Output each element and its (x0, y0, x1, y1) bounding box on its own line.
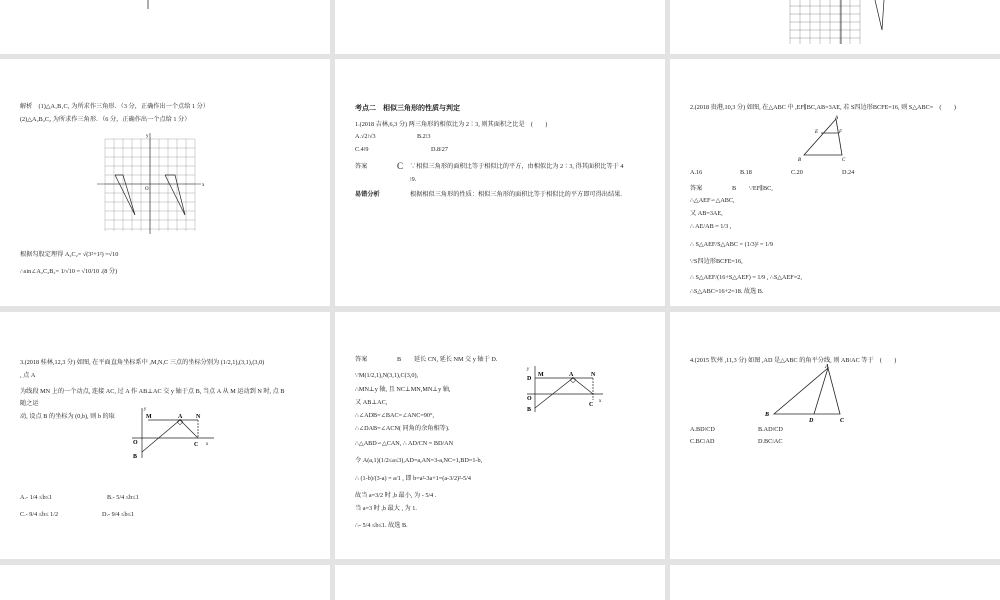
slide-angle-bisector-q4 (670, 312, 1000, 559)
solution-figure (525, 364, 605, 414)
label-y: y (144, 407, 147, 412)
label-x: x (206, 442, 209, 447)
step-7: 令 A(a,1)(1/2≤a≤3),AD=a,AN=3-a,NC=1,BD=1-b, (355, 457, 483, 464)
label-c: C (194, 442, 199, 448)
solution-line-1: 解析 (1)△A₁B₁C₁ 为所求作三角形．（3 分，正确作出一个点给 1 分） (20, 103, 209, 110)
label-n: N (196, 414, 201, 420)
option-a: A.- 1/4 ≤b≤1 (20, 494, 53, 501)
step-4: ∴∠ADB=∠BAC=∠ANC=90°, (355, 412, 435, 419)
score-tail: .(8 分) (100, 268, 118, 275)
slide-solution-grid (0, 59, 330, 306)
option-d: D.BC∶AC (758, 438, 783, 445)
step-1: ∵EF∥BC, (749, 185, 773, 192)
fraction2-denominator: 10 (92, 268, 100, 275)
option-b: B.2∶3 (417, 133, 431, 140)
step-2: ∴△AEF∽△ABC, (690, 197, 735, 204)
coordinate-grid-figure (95, 131, 215, 236)
step-0: 延长 CN, 延长 NM 交 y 轴于 D. (414, 356, 498, 363)
label-a: A (825, 364, 830, 370)
question-3-coords: (1/2,1),(3,1),(3,0) (220, 359, 265, 366)
triangle-figure (796, 115, 856, 163)
slide-coordinate-q3 (0, 312, 330, 559)
sqrt-result: =√10 (105, 251, 119, 258)
axis-x-label: x (202, 183, 205, 188)
axis-y-label: y (146, 134, 149, 139)
step-1: ∵M(1/2,1),N(3,1),C(3,0), (355, 372, 419, 379)
question-3 (20, 359, 264, 367)
label-a: A (178, 414, 183, 420)
label-c: C (840, 418, 845, 422)
equals-sign: = (76, 268, 81, 275)
step-8: ∴S△ABC=16+2=18. 故选 B. (690, 288, 764, 295)
slide-answer-q3 (335, 312, 665, 559)
tip-text: 根据相似三角形的性质：相似三角形的面积比等于相似比的平方即可得出结果. (410, 191, 622, 198)
fraction-numerator: 1 (60, 268, 64, 275)
question-3-body-2: 随之运 (20, 400, 39, 407)
option-c: C.20 (791, 169, 803, 176)
label-x: x (599, 399, 602, 404)
question-3-body: 为线段 MN 上的一个动点, 连接 AC, 过 A 作 AB⊥AC 交 y 轴于点 B, 当点 A 从 M 运动到 N 时, 点 B (20, 388, 285, 395)
tip-label: 易错分析 (355, 191, 380, 198)
pythagoras-text: 根据勾股定理得 A₂C₂= (20, 251, 82, 258)
label-a: A (569, 372, 574, 378)
section-title: 考点二 相似三角形的性质与判定 (355, 104, 460, 112)
option-a: A.16 (690, 169, 703, 176)
step-10: 当 a=3 时 ,b 最大 , 为 1. (355, 505, 417, 512)
step-5: ∴ S△AEF/S△ABC = (1/3)² = 1/9 (690, 241, 773, 248)
slide-top-left (0, 0, 330, 54)
solution-line-2: (2)△A₂B₂C₂ 为所求作三角形．（6 分，正确作出一个点给 1 分） (20, 116, 191, 123)
pythagoras-line (20, 251, 118, 259)
label-b: B (798, 158, 802, 163)
answer-explanation-2: ∶9. (410, 176, 417, 183)
step-3: 又 AB⊥AC, (355, 399, 388, 406)
label-y: y (527, 367, 530, 372)
label-c: C (589, 402, 594, 408)
option-c: C.- 9/4 ≤b≤ 1/2 (20, 511, 59, 518)
label-m: M (538, 372, 544, 378)
question-3-point: , 点 A (20, 372, 36, 379)
option-d: D.8∶27 (431, 146, 448, 153)
label-b: B (527, 407, 532, 413)
label-m: M (146, 414, 152, 420)
slide-bottom-middle (335, 565, 665, 600)
question-4: 4.(2015 钦州 ,11,3 分) 如图 ,AD 是△ABC 的角平分线, 则 AB∶AC 等于 ( ) (690, 357, 897, 364)
label-b: B (765, 412, 770, 418)
label-o: O (527, 396, 532, 402)
step-2: ∴MN⊥y 轴, 且 NC⊥MN,MN⊥y 轴, (355, 386, 451, 393)
fraction-denominator: √10 (65, 268, 75, 275)
answer-explanation: ∵相似三角形的面积比等于相似比的平方，由相似比为 2∶3, 得其面积比等于 4 (410, 163, 624, 170)
answer-letter: B (732, 185, 737, 192)
option-b: B.18 (740, 169, 752, 176)
step-4: ∴ AE/AB = 1/3 , (690, 223, 732, 230)
label-f: F (839, 130, 843, 135)
slide-bottom-right (670, 565, 1000, 600)
answer-letter: C (397, 161, 404, 171)
coordinate-figure (128, 404, 218, 464)
option-c: C.4∶9 (355, 146, 369, 153)
origin-label: O (145, 187, 149, 192)
answer-letter: B (397, 356, 402, 363)
angle-bisector-figure (762, 362, 852, 422)
answer-label: 答案 (690, 185, 703, 192)
step-7: ∴ S△AEF/(16+S△AEF) = 1/9 , ∴S△AEF=2, (690, 274, 802, 281)
answer-label: 答案 (355, 356, 368, 363)
grid-figure-fragment (670, 0, 1000, 54)
step-5: ∴∠DAB=∠ACN( 同角的余角相等). (355, 425, 450, 432)
sine-line: ∴sin∠A₂C₂B₂= 1/√10 = √10/10 .(8 分) (20, 268, 118, 275)
grid-figure-fragment (0, 0, 330, 54)
label-e: E (815, 130, 819, 135)
step-6: ∴△ABD∽△CAN, ∴ AD/CN = BD/AN (355, 440, 454, 447)
step-9: 故当 a=3/2 时 ,b 最小, 为 - 5/4 . (355, 492, 437, 499)
label-b: B (133, 454, 138, 460)
sine-text: ∴sin∠A₂C₂B₂= (20, 268, 60, 275)
step-11: ∴- 5/4 ≤b≤1. 故选 B. (355, 522, 408, 529)
option-a: A.BD∶CD (690, 426, 715, 433)
label-a: A (835, 116, 839, 121)
option-b: B.AD∶CD (758, 426, 783, 433)
label-d: D (527, 376, 532, 382)
slide-top-middle (335, 0, 665, 54)
label-o: O (133, 440, 138, 446)
fraction2-numerator: √10 (81, 268, 92, 275)
slide-bottom-left (0, 565, 330, 600)
slide-triangle-area-q2 (670, 59, 1000, 306)
question-3-body-3: 动, 设点 B 的坐标为 (0,b), 则 b 的取 (20, 413, 115, 420)
question-2: 2.(2018 贵港,10,3 分) 如图, 在△ABC 中 ,EF∥BC,AB=3AE, 若 S四边形BCFE=16, 则 S△ABC= ( ) (690, 104, 956, 111)
label-n: N (591, 372, 596, 378)
option-b: B.- 5/4 ≤b≤1 (107, 494, 139, 501)
slide-top-right (670, 0, 1000, 54)
option-a: A.√2∶√3 (355, 133, 376, 140)
label-d: D (809, 418, 814, 422)
question-3-text: 3.(2018 桂林,12,3 分) 如图, 在平面直角坐标系中 ,M,N,C 三点的坐标分别为 (20, 359, 220, 366)
slide-similar-triangles-q1 (335, 59, 665, 306)
label-c: C (842, 158, 846, 163)
step-6: ∵S四边形BCFE=16, (690, 258, 743, 265)
option-d: D.24 (842, 169, 855, 176)
answer-label: 答案 (355, 163, 368, 170)
question-1: 1.(2018 吉林,6,3 分) 两三角形的相似比为 2∶3, 则其面积之比是 ( ) (355, 121, 548, 128)
option-d: D.- 9/4 ≤b≤1 (102, 511, 135, 518)
option-c: C.BC∶AD (690, 438, 715, 445)
step-8: ∴ (1-b)/(3-a) = a/1 , 即 b=a²-3a+1=(a-3/2)²-5/4 (355, 475, 471, 482)
step-3: 又 AB=3AE, (690, 210, 723, 217)
sqrt-expression: √(3²+1²) (82, 251, 104, 258)
